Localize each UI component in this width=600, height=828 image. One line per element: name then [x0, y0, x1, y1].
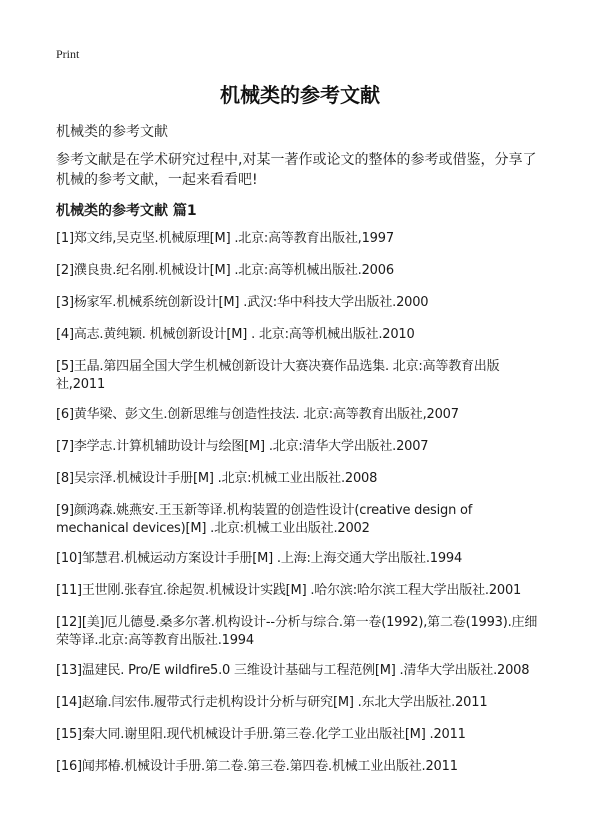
reference-item: [3]杨家军.机械系统创新设计[M] .武汉:华中科技大学出版社.2000: [56, 295, 429, 310]
reference-list: [56, 230, 544, 790]
reference-item: [13]温建民. Pro/E wildfire5.0 三维设计基础与工程范例[M] .清华大学出版社.2008: [56, 663, 530, 678]
reference-item: [11]王世刚.张春宜.徐起贺.机械设计实践[M] .哈尔滨:哈尔滨工程大学出版社.2001: [56, 583, 522, 598]
reference-item: [16]闻邦椿.机械设计手册.第二卷.第三卷.第四卷.机械工业出版社.2011: [56, 759, 458, 774]
reference-item: [5]王晶.第四届全国大学生机械创新设计大赛决赛作品选集. 北京:高等教育出版社,2011: [56, 359, 500, 392]
reference-item: [6]黄华梁、彭文生.创新思维与创造性技法. 北京:高等教育出版社,2007: [56, 407, 459, 422]
reference-item: [2]濮良贵.纪名刚.机械设计[M] .北京:高等机械出版社.2006: [56, 263, 394, 278]
article-subtitle: 机械类的参考文献: [56, 124, 168, 140]
intro-paragraph: 参考文献是在学术研究过程中,对某一著作或论文的整体的参考或借鉴，分享了机械的参考文献，一起来看看吧!: [56, 152, 537, 188]
reference-item: [7]李学志.计算机辅助设计与绘图[M] .北京:清华大学出版社.2007: [56, 439, 429, 454]
section-heading: 机械类的参考文献 篇1: [56, 203, 197, 219]
reference-item: [12][美]厄儿德曼.桑多尔著.机构设计--分析与综合.第一卷(1992),第二卷(1993).庄细荣等译.北京:高等教育出版社.1994: [56, 615, 538, 648]
print-link[interactable]: Print: [56, 47, 80, 61]
reference-item: [1]郑文纬,吴克坚.机械原理[M] .北京:高等教育出版社,1997: [56, 231, 394, 246]
reference-item: [4]高志.黄纯颖. 机械创新设计[M] . 北京:高等机械出版社.2010: [56, 327, 415, 342]
page-title: 机械类的参考文献: [220, 83, 380, 107]
reference-item: [8]吴宗泽.机械设计手册[M] .北京:机械工业出版社.2008: [56, 471, 378, 486]
reference-item: [10]邹慧君.机械运动方案设计手册[M] .上海:上海交通大学出版社.1994: [56, 551, 463, 566]
reference-item: [14]赵瑜.闫宏伟.履带式行走机构设计分析与研究[M] .东北大学出版社.2011: [56, 695, 488, 710]
reference-item: [15]秦大同.谢里阳.现代机械设计手册.第三卷.化学工业出版社[M] .2011: [56, 727, 466, 742]
reference-item: [9]颜鸿森.姚燕安.王玉新等译.机构装置的创造性设计(creative design of mechanical devices)[M] .北京:机械工业出版社.2002: [56, 503, 473, 536]
